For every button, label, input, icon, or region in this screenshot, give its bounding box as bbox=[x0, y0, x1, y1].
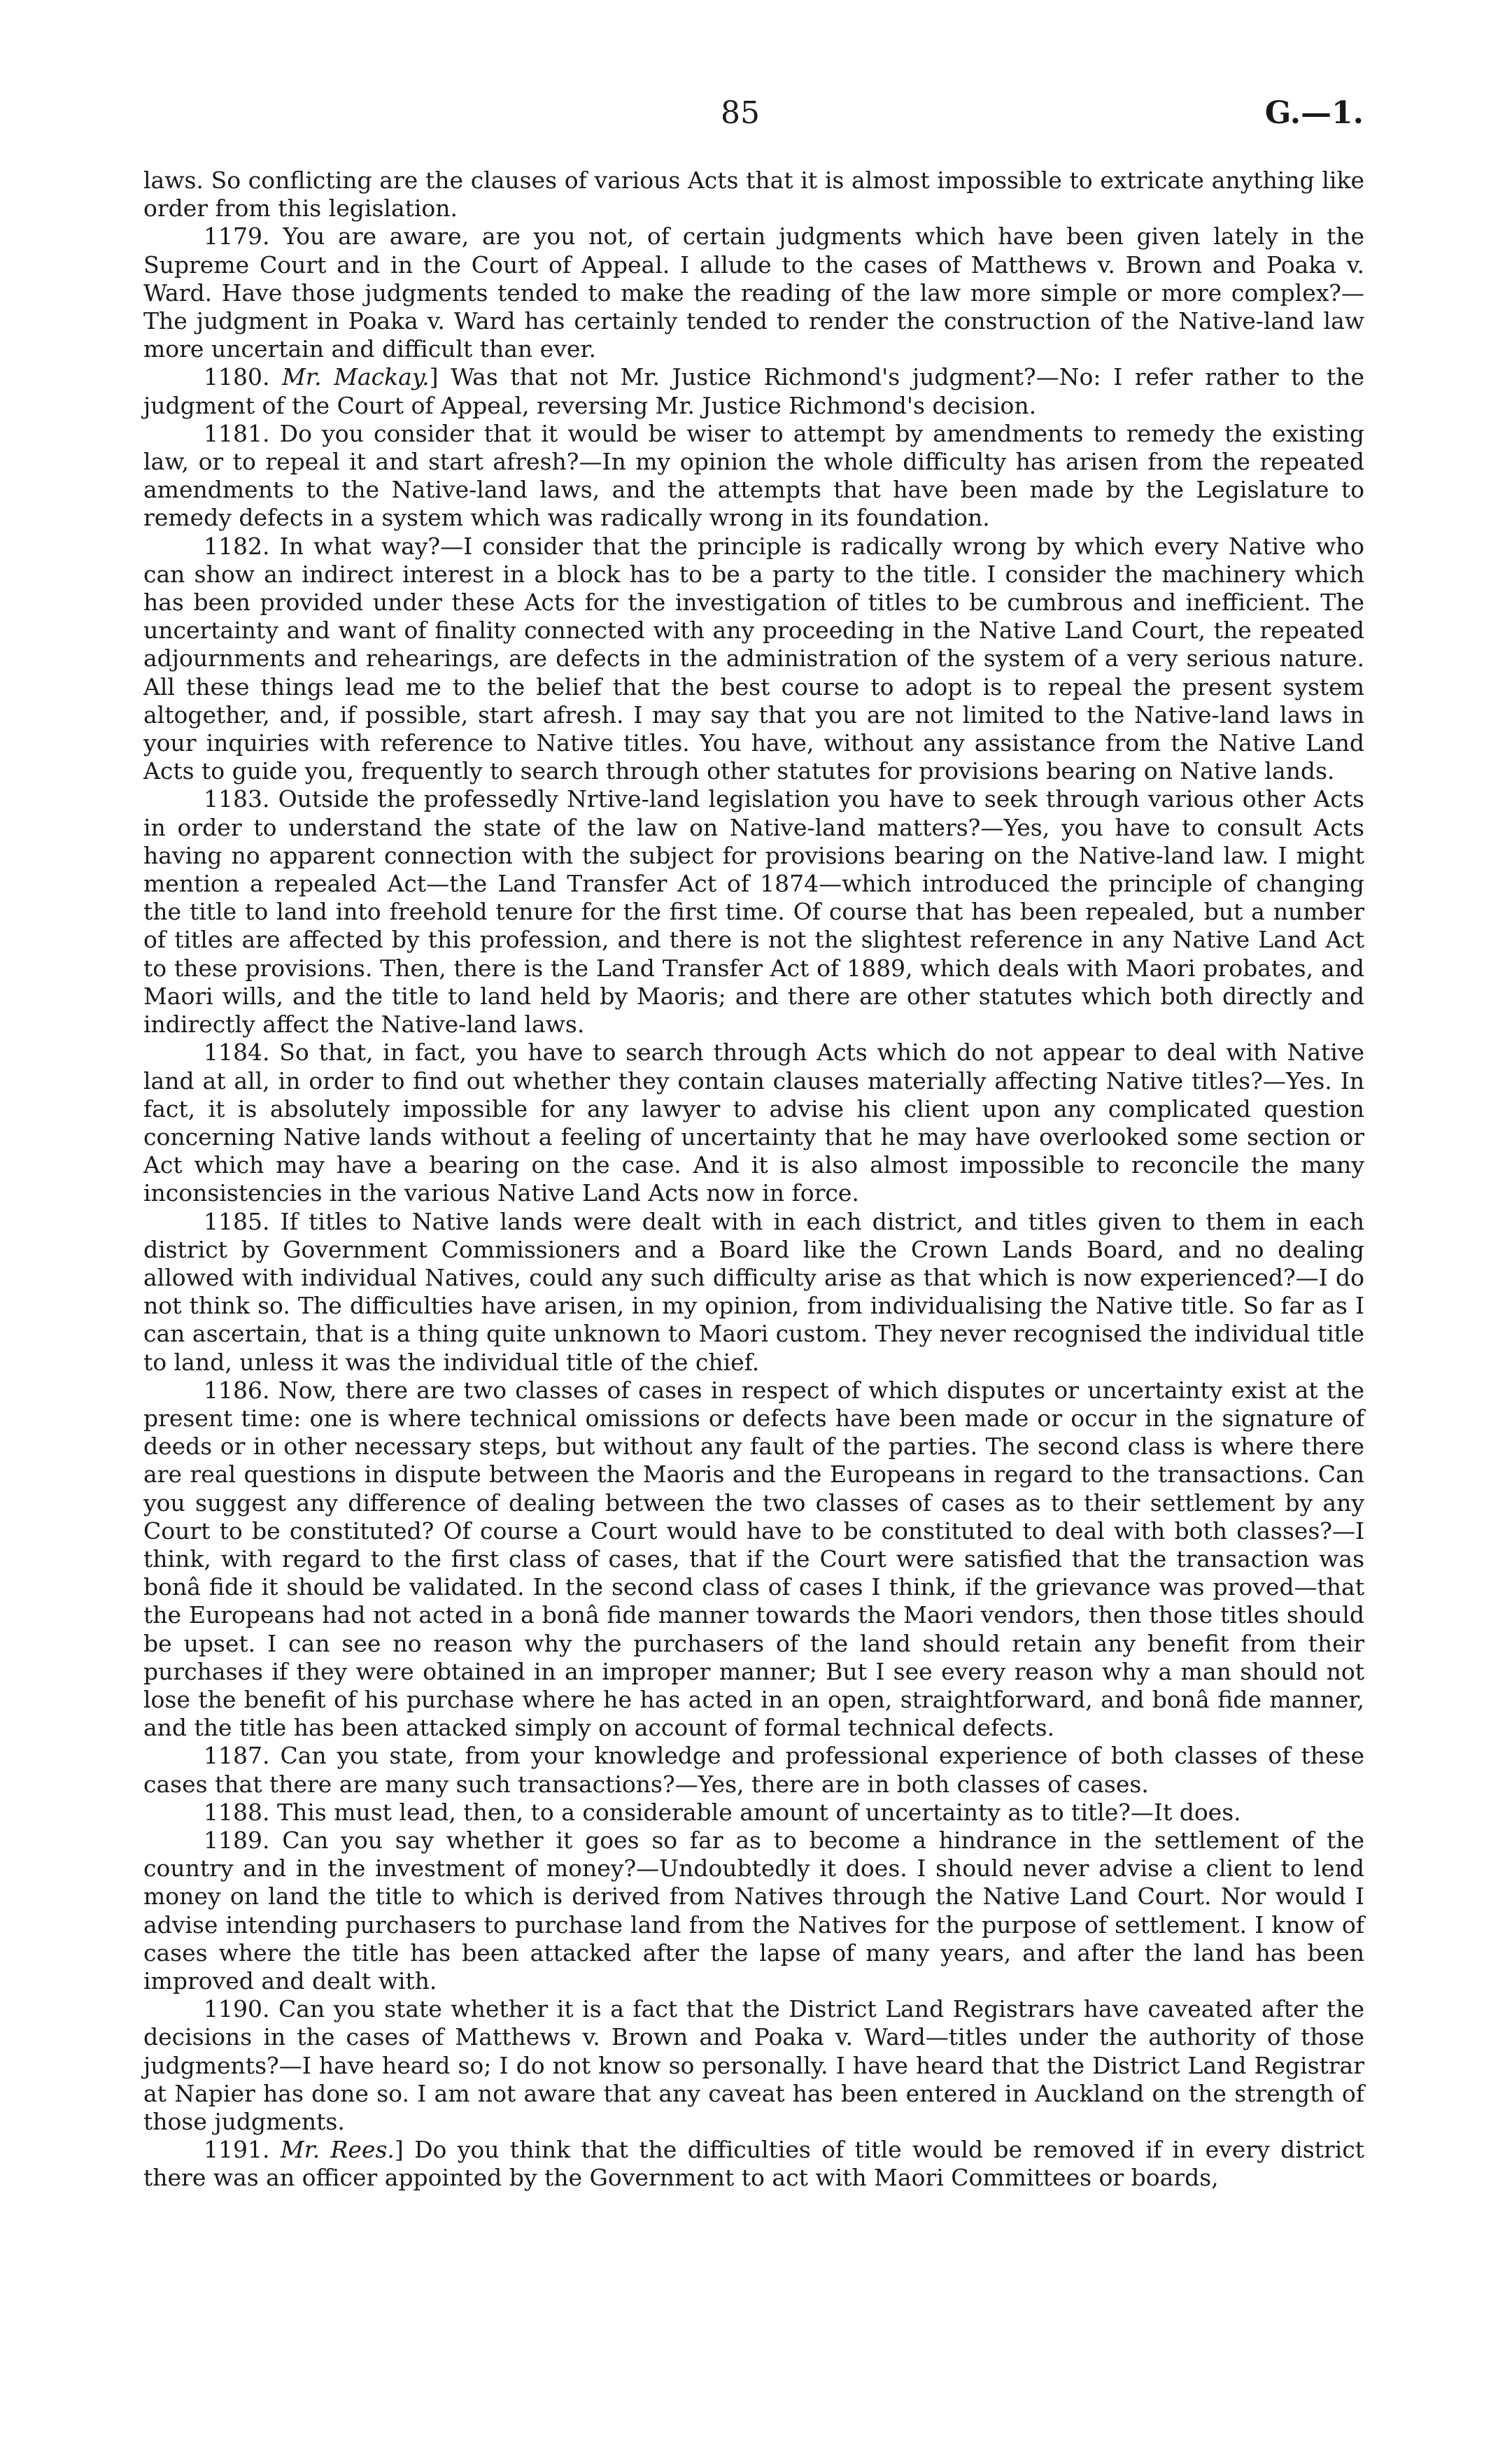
speaker-name: Mr. Rees. bbox=[280, 2136, 395, 2164]
paragraph-1181: 1181. Do you consider that it would be wiser to attempt by amendments to remedy the existing law, or to repeal it and start afresh?—In my opinion the whole difficulty has arisen from the repeated amendments to the Native-land laws, and the attempts that have been made by the Legislature to remedy defects in a system which was radically wrong in its foundation. bbox=[143, 419, 1364, 532]
paragraph-1185: 1185. If titles to Native lands were dealt with in each district, and titles given to them in each district by Government Commissioners and a Board like the Crown Lands Board, and no dealing allowed with individual Natives, could any such difficulty arise as that which is now experienced?—I do not think so. The difficulties have arisen, in my opinion, from individualising the Native title. So far as I can ascertain, that is a thing quite unknown to Maori custom. They never recognised the individual title to land, unless it was the individual title of the chief. bbox=[143, 1207, 1364, 1376]
paragraph-1188: 1188. This must lead, then, to a considerable amount of uncertainty as to title?—It does. bbox=[204, 1798, 1241, 1826]
paragraph-1186: 1186. Now, there are two classes of cases in respect of which disputes or uncertainty exist at the present time: one is where technical omissions or defects have been made or occur in the signature of deeds or in other necessary steps, but without any fault of the parties. The second class is where there are real questions in dispute between the Maoris and the Europeans in regard to the transactions. Can you suggest any difference of dealing between the two classes of cases as to their settlement by any Court to be constituted? Of course a Court would have to be constituted to deal with both classes?—I think, with regard to the first class of cases, that if the Court were satisfied that the transaction was bonâ fide it should be validated. In the second class of cases I think, if the grievance was proved—that the Europeans had not acted in a bonâ fide manner towards the Maori vendors, then those titles should be upset. I can see no reason why the purchasers of the land should retain any benefit from their purchases if they were obtained in an improper manner; But I see every reason why a man should not lose the benefit of his purchase where he has acted in an open, straightforward, and bonâ fide manner, and the title has been attacked simply on account of formal technical defects. bbox=[143, 1376, 1364, 1742]
speaker-name: Mr. Mackay. bbox=[282, 363, 430, 391]
paragraph-intro: laws. So conflicting are the clauses of various Acts that it is almost impossible to extricate anything like order from this legislation. bbox=[143, 167, 1364, 223]
paragraph-1191: 1191. Mr. Rees.] Do you think that the difficulties of title would be removed if in every district there was an officer appointed by the Government to act with Maori Committees or boards, bbox=[143, 2136, 1365, 2192]
document-body bbox=[143, 167, 1364, 2193]
page-number: 85 bbox=[721, 95, 760, 131]
paragraph-1189: 1189. Can you say whether it goes so far as to become a hindrance in the settlement of the country and in the investment of money?—Undoubtedly it does. I should never advise a client to lend money on land the title to which is derived from Natives through the Native Land Court. Nor would I advise intending purchasers to purchase land from the Natives for the purpose of settlement. I know of cases where the title has been attacked after the lapse of many years, and after the land has been improved and dealt with. bbox=[143, 1826, 1364, 1995]
paragraph-1190: 1190. Can you state whether it is a fact that the District Land Registrars have caveated after the decisions in the cases of Matthews v. Brown and Poaka v. Ward—titles under the authority of those judgments?—I have heard so; I do not know so personally. I have heard that the District Land Registrar at Napier has done so. I am not aware that any caveat has been entered in Auckland on the strength of those judgments. bbox=[143, 1995, 1364, 2136]
document-reference: G.—1. bbox=[1264, 95, 1364, 131]
paragraph-1180: 1180. Mr. Mackay.] Was that not Mr. Justice Richmond's judgment?—No: I refer rather to the judgment of the Court of Appeal, reversing Mr. Justice Richmond's decision. bbox=[143, 363, 1364, 419]
paragraph-1187: 1187. Can you state, from your knowledge and professional experience of both classes of these cases that there are many such transactions?—Yes, there are in both classes of cases. bbox=[143, 1742, 1364, 1798]
paragraph-1183: 1183. Outside the professedly Nrtive-land legislation you have to seek through various other Acts in order to understand the state of the law on Native-land matters?—Yes, you have to consult Acts having no apparent connection with the subject for provisions bearing on the Native-land law. I might mention a repealed Act—the Land Transfer Act of 1874—which introduced the principle of changing the title to land into freehold tenure for the first time. Of course that has been repealed, but a number of titles are affected by this profession, and there is not the slightest reference in any Native Land Act to these provisions. Then, there is the Land Transfer Act of 1889, which deals with Maori probates, and Maori wills, and the title to land held by Maoris; and there are other statutes which both directly and indirectly affect the Native-land laws. bbox=[143, 785, 1364, 1039]
page-header bbox=[0, 92, 1512, 141]
paragraph-1184: 1184. So that, in fact, you have to search through Acts which do not appear to deal with Native land at all, in order to find out whether they contain clauses materially affecting Native titles?—Yes. In fact, it is absolutely impossible for any lawyer to advise his client upon any complicated question concerning Native lands without a feeling of uncertainty that he may have overlooked some section or Act which may have a bearing on the case. And it is also almost impossible to reconcile the many inconsistencies in the various Native Land Acts now in force. bbox=[143, 1039, 1364, 1207]
paragraph-1179: 1179. You are aware, are you not, of certain judgments which have been given lately in the Supreme Court and in the Court of Appeal. I allude to the cases of Matthews v. Brown and Poaka v. Ward. Have those judgments tended to make the reading of the law more simple or more complex?—The judgment in Poaka v. Ward has certainly tended to render the construction of the Native-land law more uncertain and difficult than ever. bbox=[143, 223, 1364, 363]
paragraph-1182: 1182. In what way?—I consider that the principle is radically wrong by which every Native who can show an indirect interest in a block has to be a party to the title. I consider the machinery which has been provided under these Acts for the investigation of titles to be cumbrous and inefficient. The uncertainty and want of finality connected with any proceeding in the Native Land Court, the repeated adjournments and rehearings, are defects in the administration of the system of a very serious nature. All these things lead me to the belief that the best course to adopt is to repeal the present system altogether, and, if possible, start afresh. I may say that you are not limited to the Native-land laws in your inquiries with reference to Native titles. You have, without any assistance from the Native Land Acts to guide you, frequently to search through other statutes for provisions bearing on Native lands. bbox=[143, 532, 1364, 785]
